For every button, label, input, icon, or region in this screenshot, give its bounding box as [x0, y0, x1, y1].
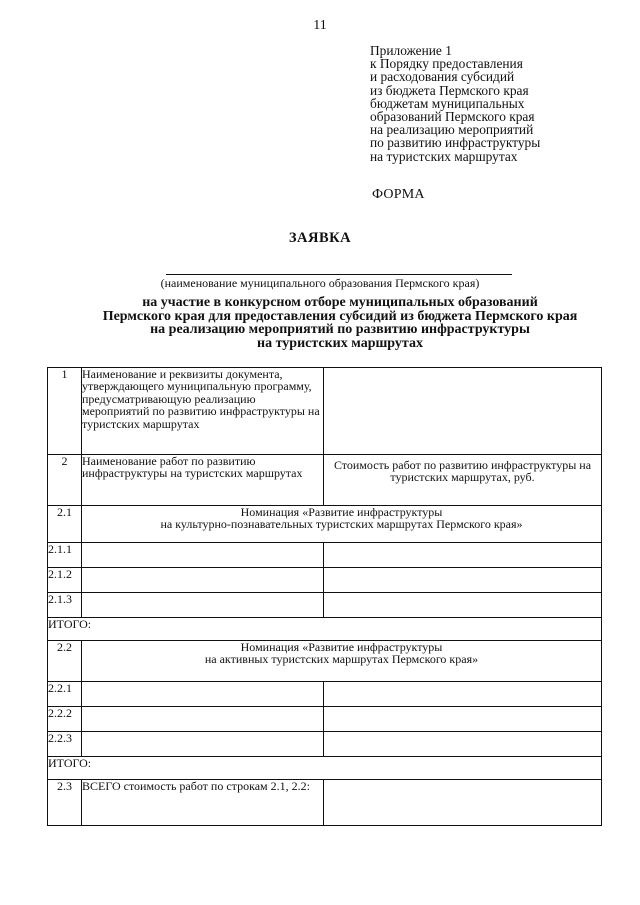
- table-row: [48, 618, 602, 641]
- table-row: [48, 455, 602, 506]
- application-table: [47, 367, 602, 826]
- work-cost-cell[interactable]: [324, 568, 602, 593]
- document-details-label: Наименование и реквизиты документа, утверждающего муниципальную программу, предусматривающую реализацию мероприятий по развитию инфраструктуры на туристских маршрутах: [82, 368, 324, 455]
- table-row: [48, 682, 602, 707]
- purpose-line: на участие в конкурсном отборе муниципальных образований: [142, 295, 538, 310]
- row-number: 2.2.2: [48, 707, 82, 732]
- appendix-line: Приложение 1: [370, 43, 452, 58]
- row-number: 2.2.3: [48, 732, 82, 757]
- appendix-line: бюджетам муниципальных: [370, 95, 525, 111]
- subtotal-active: ИТОГО:: [48, 757, 602, 780]
- row-number: 2.2.1: [48, 682, 82, 707]
- table-row: [48, 506, 602, 543]
- work-cost-cell[interactable]: [324, 707, 602, 732]
- work-cost-cell[interactable]: [324, 543, 602, 568]
- row-number: 2.1.3: [48, 593, 82, 618]
- appendix-line: на реализацию мероприятий: [370, 122, 534, 138]
- document-details-value-cell[interactable]: [324, 368, 602, 455]
- row-number: 2.1: [48, 506, 82, 543]
- purpose-line: на реализацию мероприятий по развитию инфраструктуры: [150, 322, 530, 338]
- municipality-caption: (наименование муниципального образования Пермского края): [160, 276, 480, 290]
- subtotal-cultural: ИТОГО:: [48, 618, 602, 641]
- appendix-line: на туристских маршрутах: [370, 148, 518, 164]
- table-row: [48, 707, 602, 732]
- table-row: [48, 641, 602, 682]
- document-title: ЗАЯВКА: [288, 230, 352, 246]
- form-label: ФОРМА: [372, 187, 425, 202]
- work-cost-cell[interactable]: [324, 732, 602, 757]
- municipality-blank-line: [166, 274, 512, 275]
- nomination-line: на культурно-познавательных туристских маршрутах Пермского края»: [160, 517, 523, 532]
- application-purpose: [0, 296, 640, 350]
- work-name-cell[interactable]: [82, 568, 324, 593]
- table-row: [48, 368, 602, 455]
- table-row: [48, 757, 602, 780]
- row-number: 2.1.2: [48, 568, 82, 593]
- purpose-line: Пермского края для предоставления субсидий из бюджета Пермского края: [102, 308, 578, 324]
- nomination-cultural: [82, 506, 602, 543]
- appendix-line: по развитию инфраструктуры: [370, 135, 541, 151]
- nomination-line: Номинация «Развитие инфраструктуры: [240, 640, 443, 654]
- nomination-line: на активных туристских маршрутах Пермского края»: [204, 652, 479, 667]
- work-cost-cell[interactable]: [324, 593, 602, 618]
- row-number: 2: [48, 455, 82, 506]
- appendix-line: к Порядку предоставления: [370, 56, 523, 72]
- work-name-cell[interactable]: [82, 543, 324, 568]
- row-number: 2.1.1: [48, 543, 82, 568]
- table-row: [48, 780, 602, 826]
- works-cost-header: Стоимость работ по развитию инфраструктуры на туристских маршрутах, руб.: [324, 455, 602, 506]
- nomination-line: Номинация «Развитие инфраструктуры: [240, 505, 443, 519]
- grand-total-label: ВСЕГО стоимость работ по строкам 2.1, 2.2:: [82, 780, 324, 826]
- table-row: [48, 568, 602, 593]
- appendix-line: образований Пермского края: [370, 109, 535, 125]
- works-name-header: Наименование работ по развитию инфраструктуры на туристских маршрутах: [82, 455, 324, 506]
- row-number: 1: [48, 368, 82, 455]
- work-name-cell[interactable]: [82, 682, 324, 707]
- appendix-line: и расходования субсидий: [370, 69, 515, 85]
- row-number: 2.3: [48, 780, 82, 826]
- table-row: [48, 593, 602, 618]
- purpose-line: на туристских маршрутах: [257, 335, 423, 351]
- row-number: 2.2: [48, 641, 82, 682]
- nomination-active: [82, 641, 602, 682]
- page-number: 11: [313, 18, 327, 33]
- table-row: [48, 732, 602, 757]
- appendix-header: [370, 44, 610, 163]
- work-name-cell[interactable]: [82, 593, 324, 618]
- work-name-cell[interactable]: [82, 707, 324, 732]
- work-cost-cell[interactable]: [324, 682, 602, 707]
- appendix-line: из бюджета Пермского края: [370, 82, 529, 98]
- work-name-cell[interactable]: [82, 732, 324, 757]
- table-row: [48, 543, 602, 568]
- grand-total-value-cell[interactable]: [324, 780, 602, 826]
